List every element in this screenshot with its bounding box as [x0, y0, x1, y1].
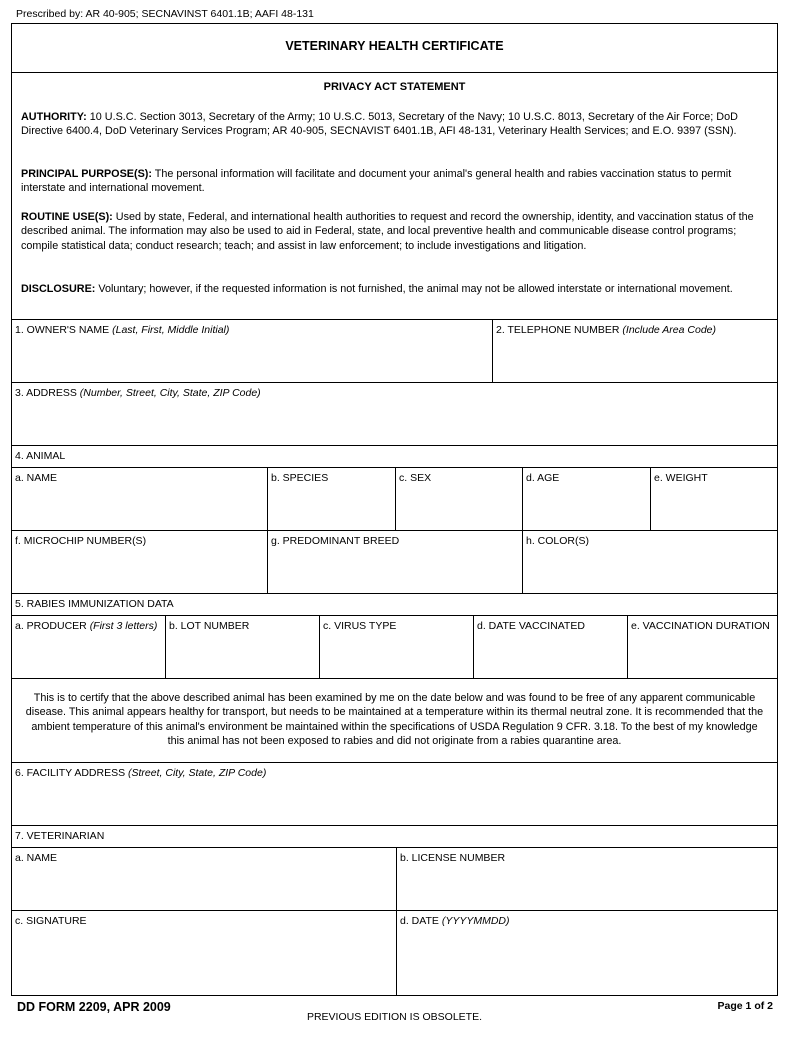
previous-edition-note: PREVIOUS EDITION IS OBSOLETE. [306, 1011, 483, 1023]
routine-use-paragraph [21, 210, 768, 253]
owner-name-field[interactable] [12, 320, 492, 382]
facility-address-field[interactable] [12, 763, 777, 825]
license-number-label: b. LICENSE NUMBER [400, 852, 506, 864]
lot-number-label: b. LOT NUMBER [169, 620, 250, 632]
certification-text: This is to certify that the above described animal has been examined by me on the date below and was found to be free of any apparent communicable disease. This animal appears healthy for transport, but needs to be maintained at a temperature within its thermal neutral zone. It is recommended that the ambient temperature of this animal's environment be maintained within the specifications of USDA Regulation 9 CFR. 3.18. To the best of my knowledge this animal has not been exposed to rabies and did not originate from a rabies quarantine area. [25, 692, 764, 747]
rabies-row [12, 615, 777, 678]
owner-name-label: 1. OWNER'S NAME (Last, First, Middle Initial) [15, 324, 230, 336]
animal-section-header [12, 445, 777, 467]
animal-name-field[interactable] [12, 468, 267, 530]
certification-section [12, 678, 777, 762]
signature-field[interactable] [12, 911, 396, 995]
form-container [11, 23, 778, 996]
signature-label: c. SIGNATURE [15, 915, 87, 927]
signature-date-label: d. DATE (YYYYMMDD) [400, 915, 510, 927]
page-number: Page 1 of 2 [717, 1000, 773, 1012]
title-row [12, 24, 777, 72]
routine-text: Used by state, Federal, and international health authorities to request and record the ownership, identity, and vaccination status of the described animal. The information may also be used to aid in Federal, state, and local preventive health and communicable disease control programs; compile statistical data; conduct research; teach; and assist in law enforcement; to include investigations and litigation. [21, 211, 754, 252]
veterinarian-section-header [12, 825, 777, 847]
breed-field[interactable] [267, 531, 522, 593]
veterinarian-row-2 [12, 910, 777, 995]
authority-paragraph [21, 110, 768, 139]
prescribed-by: Prescribed by: AR 40-905; SECNAVINST 6401.1B; AAFI 48-131 [16, 8, 314, 20]
age-field[interactable] [522, 468, 650, 530]
weight-field[interactable] [650, 468, 777, 530]
vet-name-field[interactable] [12, 848, 396, 910]
address-label: 3. ADDRESS (Number, Street, City, State, ZIP Code) [15, 387, 261, 399]
license-number-field[interactable] [396, 848, 777, 910]
color-label: h. COLOR(S) [526, 535, 590, 547]
species-field[interactable] [267, 468, 395, 530]
rabies-section-header [12, 593, 777, 615]
facility-address-label: 6. FACILITY ADDRESS (Street, City, State, ZIP Code) [15, 767, 267, 779]
privacy-act-title: PRIVACY ACT STATEMENT [323, 81, 466, 93]
disclosure-label: DISCLOSURE: [21, 283, 96, 295]
form-number: DD FORM 2209, APR 2009 [17, 1000, 171, 1014]
purpose-paragraph [21, 167, 768, 196]
rabies-section-label: 5. RABIES IMMUNIZATION DATA [15, 598, 174, 610]
facility-row [12, 762, 777, 825]
animal-row-2 [12, 530, 777, 593]
veterinarian-section-label: 7. VETERINARIAN [15, 830, 105, 842]
sex-field[interactable] [395, 468, 522, 530]
telephone-label: 2. TELEPHONE NUMBER (Include Area Code) [496, 324, 716, 336]
age-label: d. AGE [526, 472, 560, 484]
microchip-label: f. MICROCHIP NUMBER(S) [15, 535, 147, 547]
species-label: b. SPECIES [271, 472, 329, 484]
virus-type-field[interactable] [319, 616, 473, 678]
privacy-act-section [12, 72, 777, 319]
authority-label: AUTHORITY: [21, 111, 87, 123]
disclosure-paragraph [21, 282, 768, 296]
lot-number-field[interactable] [165, 616, 319, 678]
address-row [12, 382, 777, 445]
vaccination-duration-field[interactable] [627, 616, 777, 678]
producer-label: a. PRODUCER (First 3 letters) [15, 620, 158, 632]
date-vaccinated-field[interactable] [473, 616, 627, 678]
vet-name-label: a. NAME [15, 852, 58, 864]
vaccination-duration-label: e. VACCINATION DURATION [631, 620, 770, 632]
animal-section-label: 4. ANIMAL [15, 450, 66, 462]
purpose-label: PRINCIPAL PURPOSE(S): [21, 168, 152, 180]
purpose-text: The personal information will facilitate and document your animal's general health and rabies vaccination status to permit interstate and international movement. [21, 168, 732, 195]
animal-name-label: a. NAME [15, 472, 58, 484]
sex-label: c. SEX [399, 472, 432, 484]
signature-date-field[interactable] [396, 911, 777, 995]
telephone-field[interactable] [492, 320, 777, 382]
routine-label: ROUTINE USE(S): [21, 211, 113, 223]
veterinarian-row-1 [12, 847, 777, 910]
weight-label: e. WEIGHT [654, 472, 708, 484]
address-field[interactable] [12, 383, 777, 445]
date-vaccinated-label: d. DATE VACCINATED [477, 620, 585, 632]
color-field[interactable] [522, 531, 777, 593]
breed-label: g. PREDOMINANT BREED [271, 535, 400, 547]
virus-type-label: c. VIRUS TYPE [323, 620, 397, 632]
owner-row [12, 319, 777, 382]
animal-row-1 [12, 467, 777, 530]
form-title: VETERINARY HEALTH CERTIFICATE [285, 39, 504, 53]
authority-text: 10 U.S.C. Section 3013, Secretary of the Army; 10 U.S.C. 5013, Secretary of the Navy; 10 U.S.C. 8013, Secretary of the Air Force; DoD Directive 6400.4, DoD Veterinary Services Program; AR 40-905, SECNAVIST 6401.1B, AFI 48-131, Veterinary Health Services; and E.O. 9397 (SSN). [21, 111, 738, 138]
microchip-field[interactable] [12, 531, 267, 593]
disclosure-text: Voluntary; however, if the requested information is not furnished, the animal may not be allowed interstate or international movement. [95, 283, 733, 295]
producer-field[interactable] [12, 616, 165, 678]
